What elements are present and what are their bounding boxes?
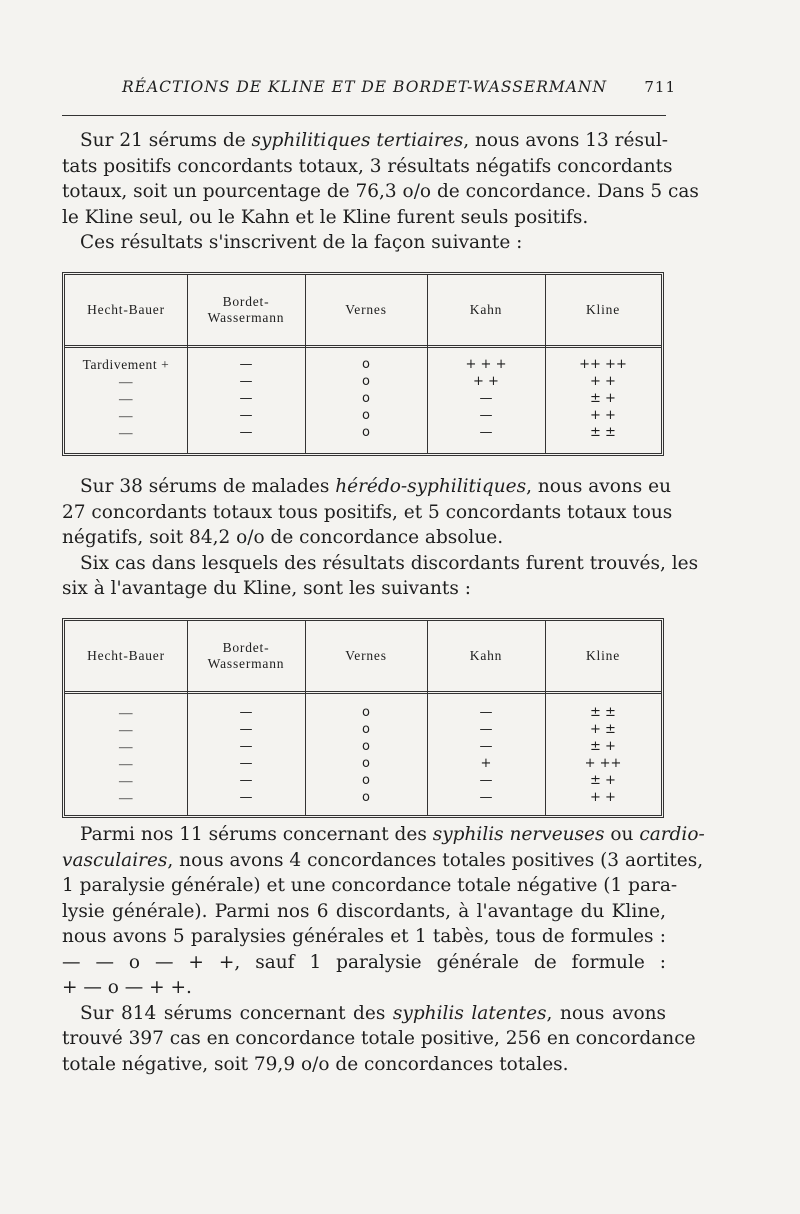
text-line: tats positifs concordants totaux, 3 résultats négatifs concordants xyxy=(62,155,673,177)
table-cell: o xyxy=(362,408,370,423)
text-line: lysie générale). Parmi nos 6 discordants, à l'avantage du Kline, xyxy=(62,900,666,922)
table-cell: — xyxy=(479,705,493,720)
text-line: Parmi nos 11 sérums concernant des syphilis nerveuses ou cardio- xyxy=(80,824,705,845)
header-rule xyxy=(62,115,666,116)
column-header: Kahn xyxy=(469,648,503,663)
column-divider xyxy=(427,275,428,453)
table-cell: + + xyxy=(590,408,616,423)
results-table-heredo xyxy=(62,618,664,818)
table-cell: + ++ xyxy=(584,756,622,771)
table-row xyxy=(65,755,661,772)
table-cell: o xyxy=(362,739,370,754)
table-cell: — xyxy=(239,425,253,440)
column-divider xyxy=(187,275,188,453)
text-line: Sur 814 sérums concernant des syphilis latentes, nous avons xyxy=(80,1002,666,1024)
table-cell: — xyxy=(479,408,493,423)
table-cell: — xyxy=(239,739,253,754)
table-body xyxy=(65,694,661,806)
text-line: — — o — + +, sauf 1 paralysie générale de formule : xyxy=(62,951,666,973)
text-line: vasculaires, nous avons 4 concordances totales positives (3 aortites, xyxy=(62,849,704,871)
table-cell: ± ± xyxy=(590,705,616,720)
table-cell: — xyxy=(479,425,493,440)
table-cell: — xyxy=(118,790,134,805)
table-header-row xyxy=(65,275,661,348)
text-line: Ces résultats s'inscrivent de la façon suivante : xyxy=(80,232,523,253)
table-row xyxy=(65,424,661,441)
table-cell: + xyxy=(480,756,492,771)
table-cell: — xyxy=(239,357,253,372)
table-row xyxy=(65,789,661,806)
text-line: totale négative, soit 79,9 o/o de concordances totales. xyxy=(62,1053,569,1075)
text-line: 1 paralysie générale) et une concordance totale négative (1 para- xyxy=(62,875,678,896)
column-divider xyxy=(305,275,306,453)
table-cell: — xyxy=(239,773,253,788)
table-cell: ± ± xyxy=(590,425,616,440)
column-header: Kahn xyxy=(469,302,503,317)
column-header: Vernes xyxy=(345,302,387,317)
table-cell: o xyxy=(362,425,370,440)
table-row xyxy=(65,390,661,407)
column-divider xyxy=(545,621,546,815)
table-row xyxy=(65,407,661,424)
table-cell: o xyxy=(362,773,370,788)
table-cell: ± + xyxy=(590,739,616,754)
table-row xyxy=(65,738,661,755)
table-cell: — xyxy=(118,756,134,771)
table-row xyxy=(65,356,661,373)
column-divider xyxy=(427,621,428,815)
column-divider xyxy=(545,275,546,453)
table-cell: — xyxy=(118,705,134,720)
table-header-row xyxy=(65,621,661,694)
table-cell: — xyxy=(239,756,253,771)
table-cell: Tardivement + xyxy=(82,357,170,372)
column-divider xyxy=(305,621,306,815)
text-line: négatifs, soit 84,2 o/o de concordance absolue. xyxy=(62,527,504,548)
table-cell: ± + xyxy=(590,773,616,788)
table-cell: o xyxy=(362,790,370,805)
table-cell: o xyxy=(362,705,370,720)
table-cell: — xyxy=(118,425,134,440)
table-row xyxy=(65,721,661,738)
table-body xyxy=(65,348,661,441)
text-line: trouvé 397 cas en concordance totale positive, 256 en concordance xyxy=(62,1028,696,1049)
text-line: Sur 38 sérums de malades hérédo-syphilitiques, nous avons eu xyxy=(80,476,671,497)
paragraph-tertiary xyxy=(62,128,699,256)
table-row xyxy=(65,373,661,390)
table-cell: + + + xyxy=(465,357,507,372)
column-divider xyxy=(187,621,188,815)
table-cell: — xyxy=(118,408,134,423)
table-cell: o xyxy=(362,391,370,406)
table-cell: — xyxy=(239,722,253,737)
table-cell: + + xyxy=(590,790,616,805)
column-header: Vernes xyxy=(345,648,387,663)
text-line: totaux, soit un pourcentage de 76,3 o/o de concordance. Dans 5 cas xyxy=(62,181,699,202)
table-cell: o xyxy=(362,357,370,372)
table-cell: — xyxy=(118,739,134,754)
text-line: Six cas dans lesquels des résultats discordants furent trouvés, les xyxy=(80,552,699,574)
column-header: Kline xyxy=(586,648,620,663)
column-header: Hecht-Bauer xyxy=(87,648,165,663)
paragraph-nervous xyxy=(62,822,705,1077)
table-cell: — xyxy=(239,408,253,423)
table-row xyxy=(65,704,661,721)
table-cell: — xyxy=(479,773,493,788)
table-cell: + + xyxy=(473,374,499,389)
table-cell: — xyxy=(118,391,134,406)
text-line: Sur 21 sérums de syphilitiques tertiaires, nous avons 13 résul- xyxy=(80,130,669,151)
table-cell: — xyxy=(239,790,253,805)
table-cell: o xyxy=(362,756,370,771)
column-header: Bordet- Wassermann xyxy=(207,294,285,325)
text-line: nous avons 5 paralysies générales et 1 tabès, tous de formules : xyxy=(62,926,666,947)
header-title: RÉACTIONS DE KLINE ET DE BORDET-WASSERMANN xyxy=(122,78,608,96)
table-cell: — xyxy=(479,722,493,737)
table-cell: — xyxy=(118,722,134,737)
table-cell: — xyxy=(239,705,253,720)
table-cell: ± + xyxy=(590,391,616,406)
table-cell: + ± xyxy=(590,722,616,737)
table-cell: + + xyxy=(590,374,616,389)
table-cell: o xyxy=(362,722,370,737)
table-cell: — xyxy=(118,374,134,389)
table-cell: — xyxy=(479,790,493,805)
page-number: 711 xyxy=(644,78,676,96)
text-line: le Kline seul, ou le Kahn et le Kline furent seuls positifs. xyxy=(62,206,589,228)
text-line: 27 concordants totaux tous positifs, et 5 concordants totaux tous xyxy=(62,501,673,523)
text-line: six à l'avantage du Kline, sont les suivants : xyxy=(62,578,471,599)
table-row xyxy=(65,772,661,789)
text-line: + — o — + +. xyxy=(62,977,192,998)
column-header: Kline xyxy=(586,302,620,317)
table-cell: — xyxy=(118,773,134,788)
table-cell: — xyxy=(479,391,493,406)
column-header: Hecht-Bauer xyxy=(87,302,165,317)
table-cell: ++ ++ xyxy=(579,357,627,372)
results-table-tertiary xyxy=(62,272,664,456)
column-header: Bordet- Wassermann xyxy=(207,640,285,671)
table-cell: — xyxy=(479,739,493,754)
table-cell: — xyxy=(239,391,253,406)
table-cell: — xyxy=(239,374,253,389)
paragraph-heredo xyxy=(62,474,699,602)
table-cell: o xyxy=(362,374,370,389)
